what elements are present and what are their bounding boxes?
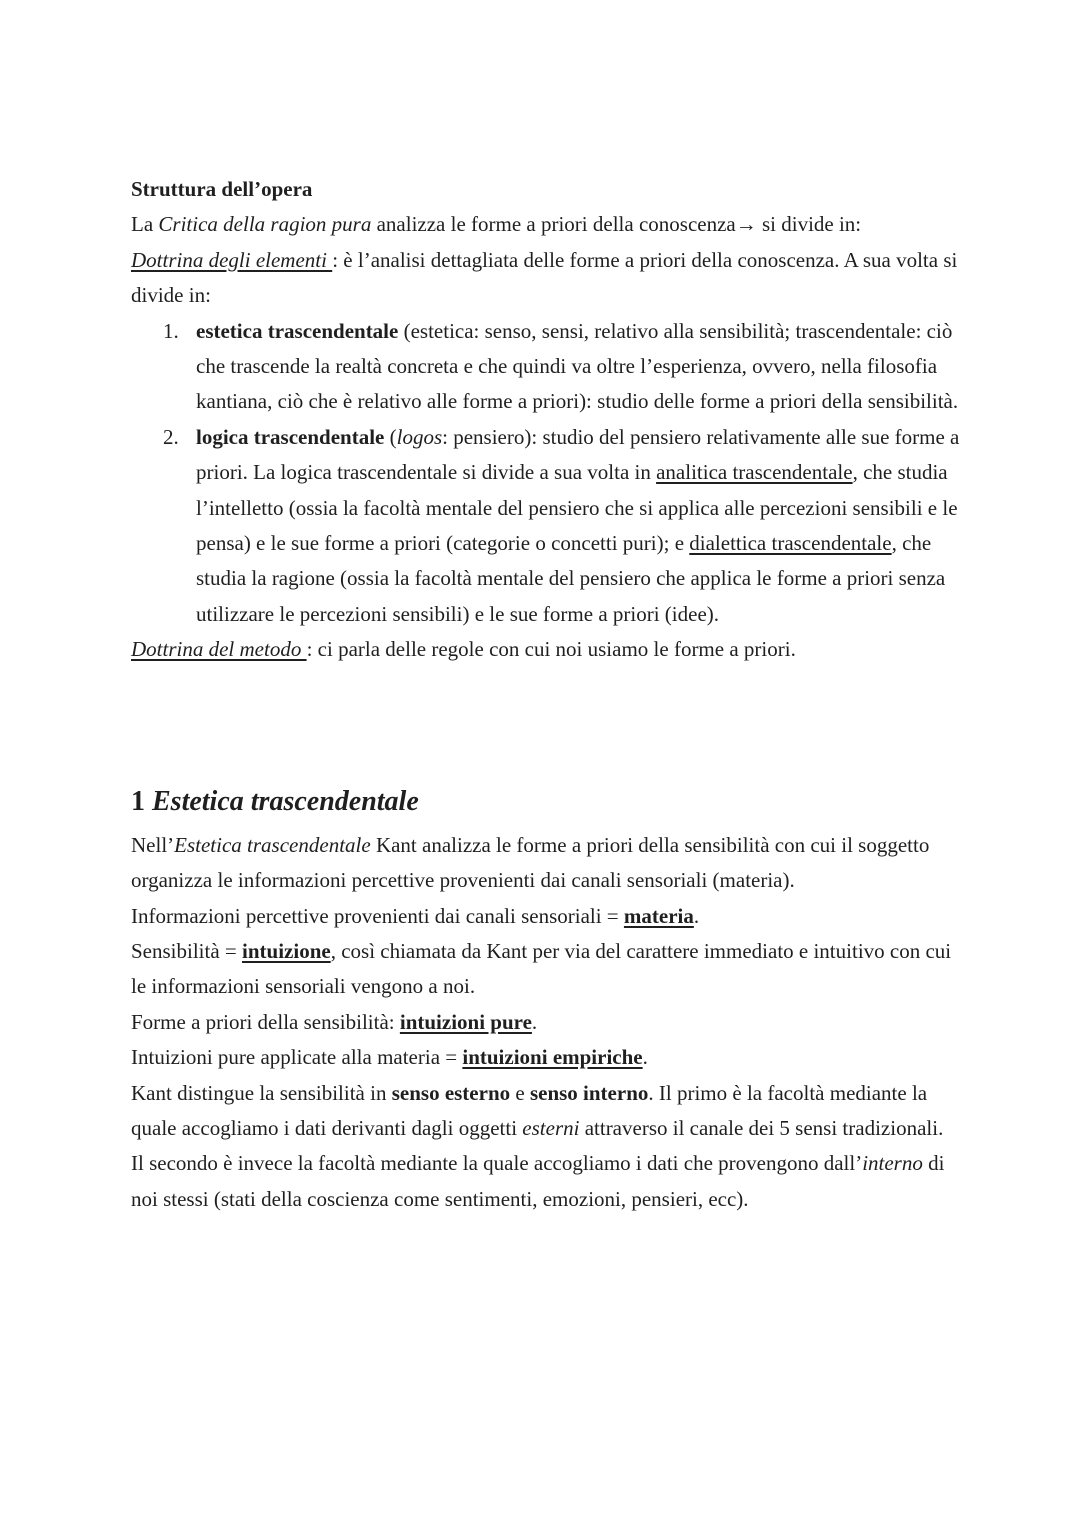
term-materia: materia bbox=[623, 903, 694, 928]
section-gap bbox=[131, 668, 961, 776]
intro-text-b: analizza le forme a priori della conoscenza→ si divide in: bbox=[371, 212, 862, 237]
section-title-estetica bbox=[131, 776, 961, 828]
line-intuizioni-empiriche bbox=[131, 1040, 961, 1075]
pure-period: . bbox=[531, 1009, 538, 1034]
term-analitica: analitica trascendentale bbox=[656, 460, 853, 485]
section-title-text: Estetica trascendentale bbox=[152, 785, 419, 817]
work-title: Critica della ragion pura bbox=[158, 212, 372, 237]
dottrina-elementi-label: Dottrina degli elementi bbox=[131, 247, 333, 272]
structure-intro bbox=[131, 207, 961, 242]
sensi-text-a: Kant distingue la sensibilità in bbox=[131, 1080, 392, 1105]
divisions-list bbox=[131, 314, 961, 633]
section-number: 1 bbox=[131, 785, 152, 817]
dottrina-metodo-label: Dottrina del metodo bbox=[131, 637, 307, 662]
line-materia bbox=[131, 899, 961, 934]
intro-text-a: La bbox=[131, 212, 159, 237]
sensi-text-b: e bbox=[510, 1080, 530, 1105]
term-senso-interno: senso interno bbox=[529, 1080, 649, 1105]
para1-work-title: Estetica trascendentale bbox=[174, 832, 371, 857]
list-item-estetica bbox=[163, 314, 961, 420]
term-dialettica: dialettica trascendentale bbox=[689, 531, 892, 556]
materia-text: Informazioni percettive provenienti dai canali sensoriali = bbox=[131, 903, 624, 928]
line-intuizione bbox=[131, 934, 961, 1005]
intuizione-text-a: Sensibilità = bbox=[131, 938, 243, 963]
logica-text-b: : pensiero): studio del pensiero relativamente alle sue forme a priori. La logica trascendentale si divide a sua volta in bbox=[196, 424, 960, 485]
sensi-text-e: di noi stessi (stati della coscienza come sentimenti, emozioni, pensieri, ecc). bbox=[131, 1151, 945, 1211]
pure-text: Forme a priori della sensibilità: bbox=[131, 1009, 400, 1034]
term-intuizioni-pure: intuizioni pure bbox=[399, 1009, 532, 1034]
materia-period: . bbox=[693, 903, 700, 928]
intuizione-text-b: , così chiamata da Kant per via del carattere immediato e intuitivo con cui le informazioni sensoriali vengono a noi. bbox=[131, 938, 952, 999]
list-number: 1. bbox=[163, 318, 179, 343]
logica-text-c: , che studia l’intelletto (ossia la facoltà mentale del pensiero che si applica alle percezioni sensibili e le pensa) e le sue forme a priori (categorie o concetti puri); e bbox=[196, 460, 958, 556]
para1-text-a: Nell’ bbox=[131, 832, 175, 857]
paragraph-sensi bbox=[131, 1076, 961, 1218]
logica-text-d: , che studia la ragione (ossia la facoltà mentale del pensiero che applica le forme a priori senza utilizzare le percezioni sensibili) e le sue forme a priori (idee). bbox=[196, 531, 946, 626]
dottrina-metodo-text: : ci parla delle regole con cui noi usiamo le forme a priori. bbox=[306, 637, 796, 662]
term-esterni: esterni bbox=[522, 1115, 580, 1140]
term-intuizioni-empiriche: intuizioni empiriche bbox=[462, 1045, 643, 1070]
term-intuizione: intuizione bbox=[242, 938, 331, 963]
line-intuizioni-pure bbox=[131, 1005, 961, 1040]
document-page bbox=[131, 172, 961, 1217]
para1-text-b: Kant analizza le forme a priori della sensibilità con cui il soggetto organizza le informazioni percettive provenienti dai canali sensoriali (materia). bbox=[131, 832, 930, 893]
estetica-paragraph-1 bbox=[131, 828, 961, 899]
term-senso-esterno: senso esterno bbox=[391, 1080, 511, 1105]
logica-text-a: ( bbox=[384, 424, 397, 449]
estetica-text: (estetica: senso, sensi, relativo alla sensibilità; trascendentale: ciò che trascende la realtà concreta e che quindi va oltre l’esperienza, ovvero, nella filosofia kantiana, ciò che è relativo alle forme a priori): studio delle forme a priori della sensibilità. bbox=[196, 318, 959, 414]
empiriche-text: Intuizioni pure applicate alla materia = bbox=[131, 1045, 463, 1070]
dottrina-metodo-paragraph bbox=[131, 632, 961, 667]
term-estetica: estetica trascendentale bbox=[196, 318, 399, 343]
sensi-text-c: . Il primo è la facoltà mediante la quale accogliamo i dati derivanti dagli oggetti bbox=[131, 1080, 928, 1140]
term-interno: interno bbox=[862, 1151, 923, 1176]
term-logos: logos bbox=[396, 424, 443, 449]
dottrina-elementi-text: : è l’analisi dettagliata delle forme a priori della conoscenza. A sua volta si divide in: bbox=[131, 247, 958, 308]
dottrina-elementi-paragraph bbox=[131, 243, 961, 314]
list-number: 2. bbox=[163, 424, 179, 449]
sensi-text-d: attraverso il canale dei 5 sensi tradizionali. Il secondo è invece la facoltà mediante la quale accogliamo i dati che provengono dall’ bbox=[131, 1115, 944, 1176]
list-item-logica bbox=[163, 420, 961, 632]
empiriche-period: . bbox=[642, 1045, 648, 1070]
structure-heading: Struttura dell’opera bbox=[131, 177, 313, 201]
term-logica: logica trascendentale bbox=[196, 424, 385, 449]
